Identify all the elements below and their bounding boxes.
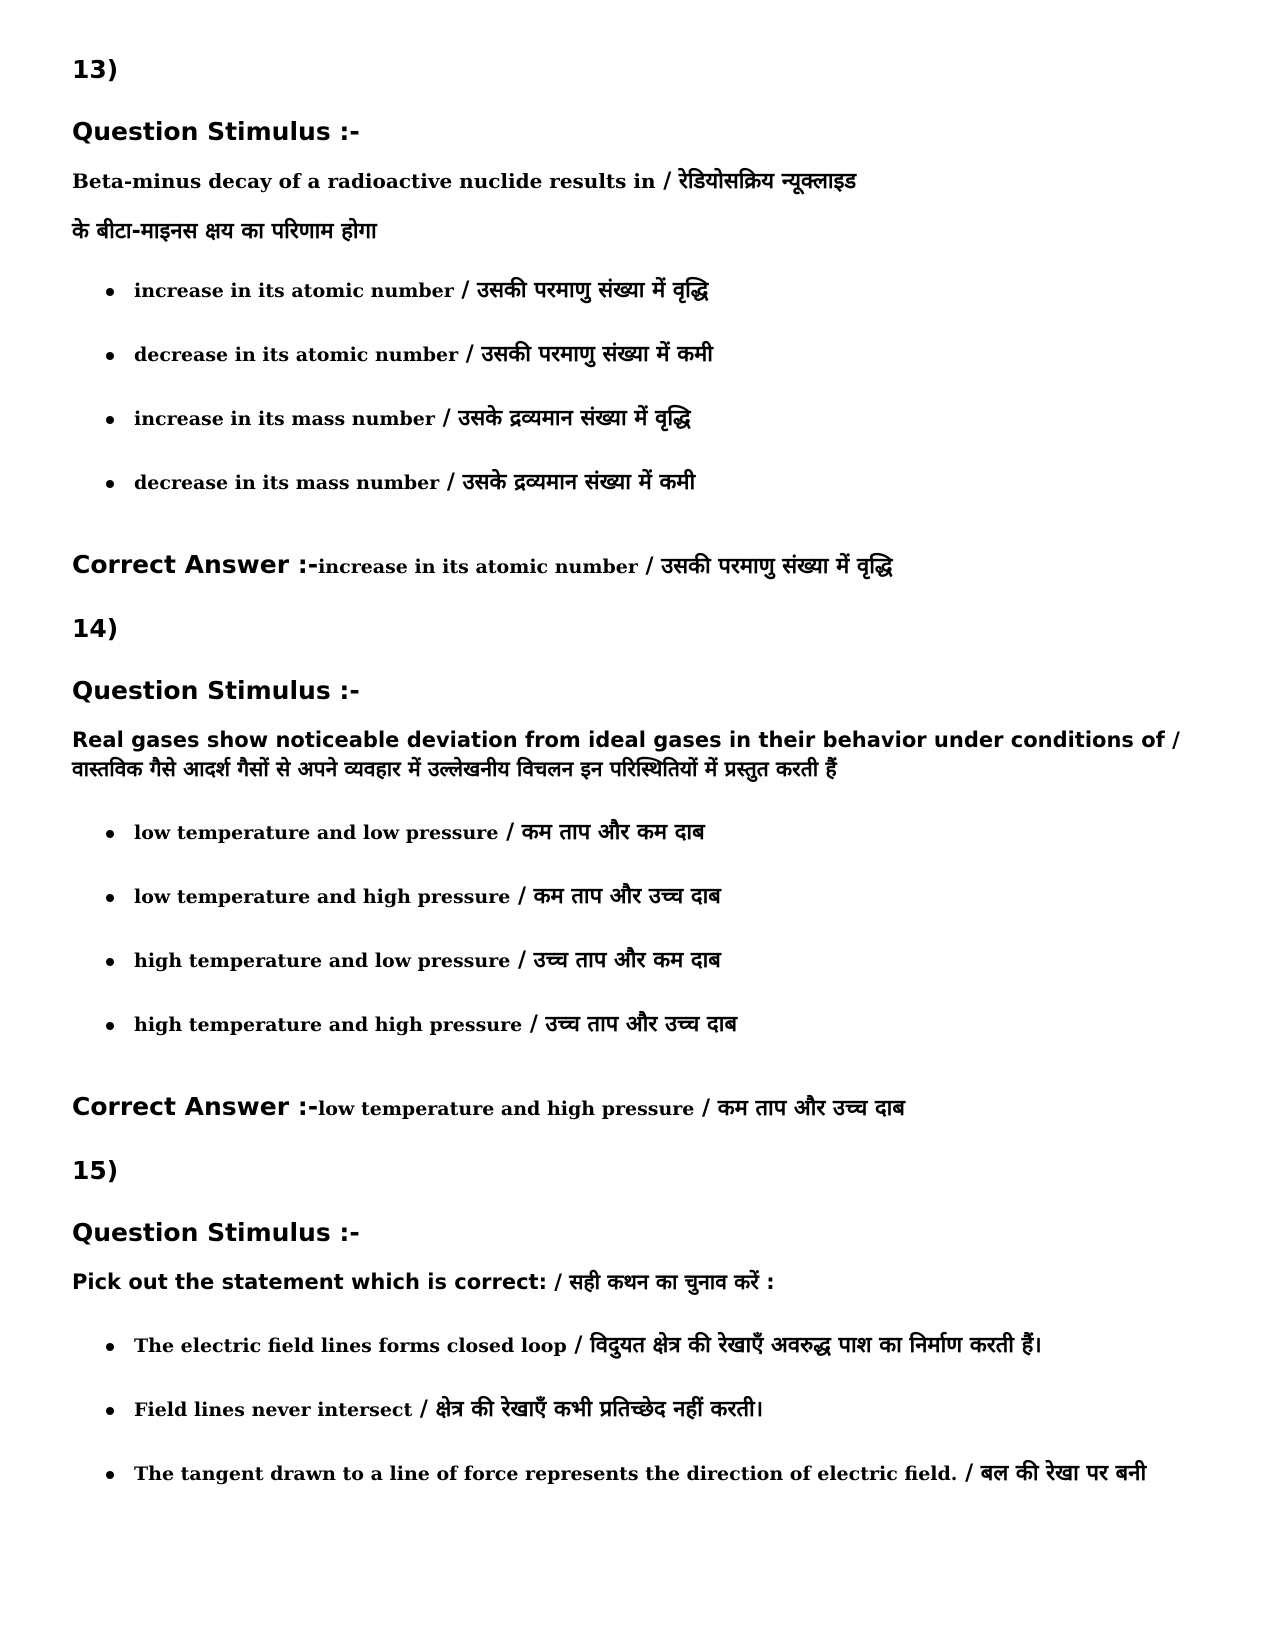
question-stem: Pick out the statement which is correct: / सही कथन का चुनाव करें : xyxy=(72,1270,775,1294)
option-english: The tangent drawn to a line of force represents the direction of electric field. xyxy=(134,1463,958,1485)
option-separator: / xyxy=(458,342,482,367)
options-list xyxy=(72,1331,1212,1523)
bullet-icon xyxy=(106,416,114,424)
option-hindi: कम ताप और उच्च दाब xyxy=(533,884,721,909)
question-14 xyxy=(72,615,1212,1125)
question-number: 13) xyxy=(72,55,119,84)
option-separator: / xyxy=(957,1461,981,1486)
option-item xyxy=(72,1395,1212,1459)
option-hindi: क्षेत्र की रेखाएँ कभी प्रतिच्छेद नहीं करती। xyxy=(435,1397,764,1422)
option-english: high temperature and high pressure xyxy=(134,1014,523,1036)
question-stem: Real gases show noticeable deviation from ideal gases in their behavior under conditions of / वास्तविक गैसे आदर्श गैसों से अपने व्यवहार में उल्लेखनीय विचलन इन परिस्थितियों में प्रस्तुत करती हैं xyxy=(72,728,1180,781)
option-separator: / xyxy=(412,1397,436,1422)
option-item xyxy=(72,1331,1212,1395)
correct-answer-label: Correct Answer :- xyxy=(72,550,319,579)
correct-answer-separator: / xyxy=(637,554,662,579)
question-stimulus-label: Question Stimulus :- xyxy=(72,675,360,705)
option-separator: / xyxy=(522,1012,546,1037)
stem-separator: / xyxy=(655,169,679,194)
bullet-icon xyxy=(106,1471,114,1479)
option-separator: / xyxy=(566,1333,591,1358)
option-hindi: कम ताप और कम दाब xyxy=(521,820,705,845)
bullet-icon xyxy=(106,1407,114,1415)
option-hindi: उच्च ताप और उच्च दाब xyxy=(545,1012,738,1037)
option-item xyxy=(72,340,1212,404)
option-separator: / xyxy=(439,470,463,495)
correct-answer xyxy=(72,550,1212,583)
question-13 xyxy=(72,56,1212,583)
bullet-icon xyxy=(106,480,114,488)
option-separator: / xyxy=(510,948,534,973)
question-number: 15) xyxy=(72,1156,119,1185)
option-hindi: उच्च ताप और कम दाब xyxy=(533,948,721,973)
option-hindi: उसकी परमाणु संख्या में कमी xyxy=(481,342,713,367)
option-english: increase in its atomic number xyxy=(134,280,454,302)
correct-answer-hindi: कम ताप और उच्च दाब xyxy=(717,1096,905,1121)
correct-answer-label: Correct Answer :- xyxy=(72,1092,319,1121)
option-english: Field lines never intersect xyxy=(134,1399,413,1421)
option-item xyxy=(72,276,1212,340)
correct-answer-hindi: उसकी परमाणु संख्या में वृद्धि xyxy=(661,554,893,579)
question-15 xyxy=(72,1157,1212,1523)
option-english: increase in its mass number xyxy=(134,408,435,430)
option-separator: / xyxy=(498,820,522,845)
stem-english: Beta-minus decay of a radioactive nuclide results in xyxy=(72,169,656,193)
correct-answer-separator: / xyxy=(694,1096,718,1121)
option-separator: / xyxy=(453,278,478,303)
option-english: low temperature and low pressure xyxy=(134,822,499,844)
option-item xyxy=(72,818,1212,882)
options-list xyxy=(72,276,1212,532)
option-hindi: उसके द्रव्यमान संख्या में वृद्धि xyxy=(458,406,691,431)
correct-answer-english: increase in its atomic number xyxy=(318,556,638,578)
option-separator: / xyxy=(434,406,459,431)
option-english: The electric field lines forms closed loop xyxy=(134,1335,567,1357)
bullet-icon xyxy=(106,288,114,296)
option-item xyxy=(72,882,1212,946)
question-stimulus-label: Question Stimulus :- xyxy=(72,1217,360,1247)
bullet-icon xyxy=(106,894,114,902)
option-hindi: विदुयत क्षेत्र की रेखाएँ अवरुद्ध पाश का निर्माण करती हैं। xyxy=(590,1333,1042,1358)
options-list xyxy=(72,818,1212,1074)
question-stimulus-label: Question Stimulus :- xyxy=(72,116,360,146)
option-item xyxy=(72,1010,1212,1074)
option-item xyxy=(72,404,1212,468)
bullet-icon xyxy=(106,1343,114,1351)
correct-answer xyxy=(72,1092,1212,1125)
option-item xyxy=(72,946,1212,1010)
bullet-icon xyxy=(106,830,114,838)
option-english: decrease in its atomic number xyxy=(134,344,459,366)
option-hindi: उसके द्रव्यमान संख्या में कमी xyxy=(462,470,696,495)
option-item xyxy=(72,468,1212,532)
stem-hindi: रेडियोसक्रिय न्यूक्लाइड xyxy=(678,169,857,194)
bullet-icon xyxy=(106,1022,114,1030)
bullet-icon xyxy=(106,352,114,360)
option-english: decrease in its mass number xyxy=(134,472,440,494)
stem-hindi-continued: के बीटा-माइनस क्षय का परिणाम होगा xyxy=(72,219,377,244)
document-page xyxy=(72,56,1212,1541)
correct-answer-english: low temperature and high pressure xyxy=(318,1098,695,1120)
option-hindi: उसकी परमाणु संख्या में वृद्धि xyxy=(477,278,709,303)
option-english: high temperature and low pressure xyxy=(134,950,511,972)
option-item xyxy=(72,1459,1212,1523)
option-hindi: बल की रेखा पर बनी xyxy=(980,1461,1147,1486)
option-english: low temperature and high pressure xyxy=(134,886,511,908)
bullet-icon xyxy=(106,958,114,966)
question-stem xyxy=(72,167,1212,196)
option-separator: / xyxy=(510,884,534,909)
question-number: 14) xyxy=(72,614,119,643)
